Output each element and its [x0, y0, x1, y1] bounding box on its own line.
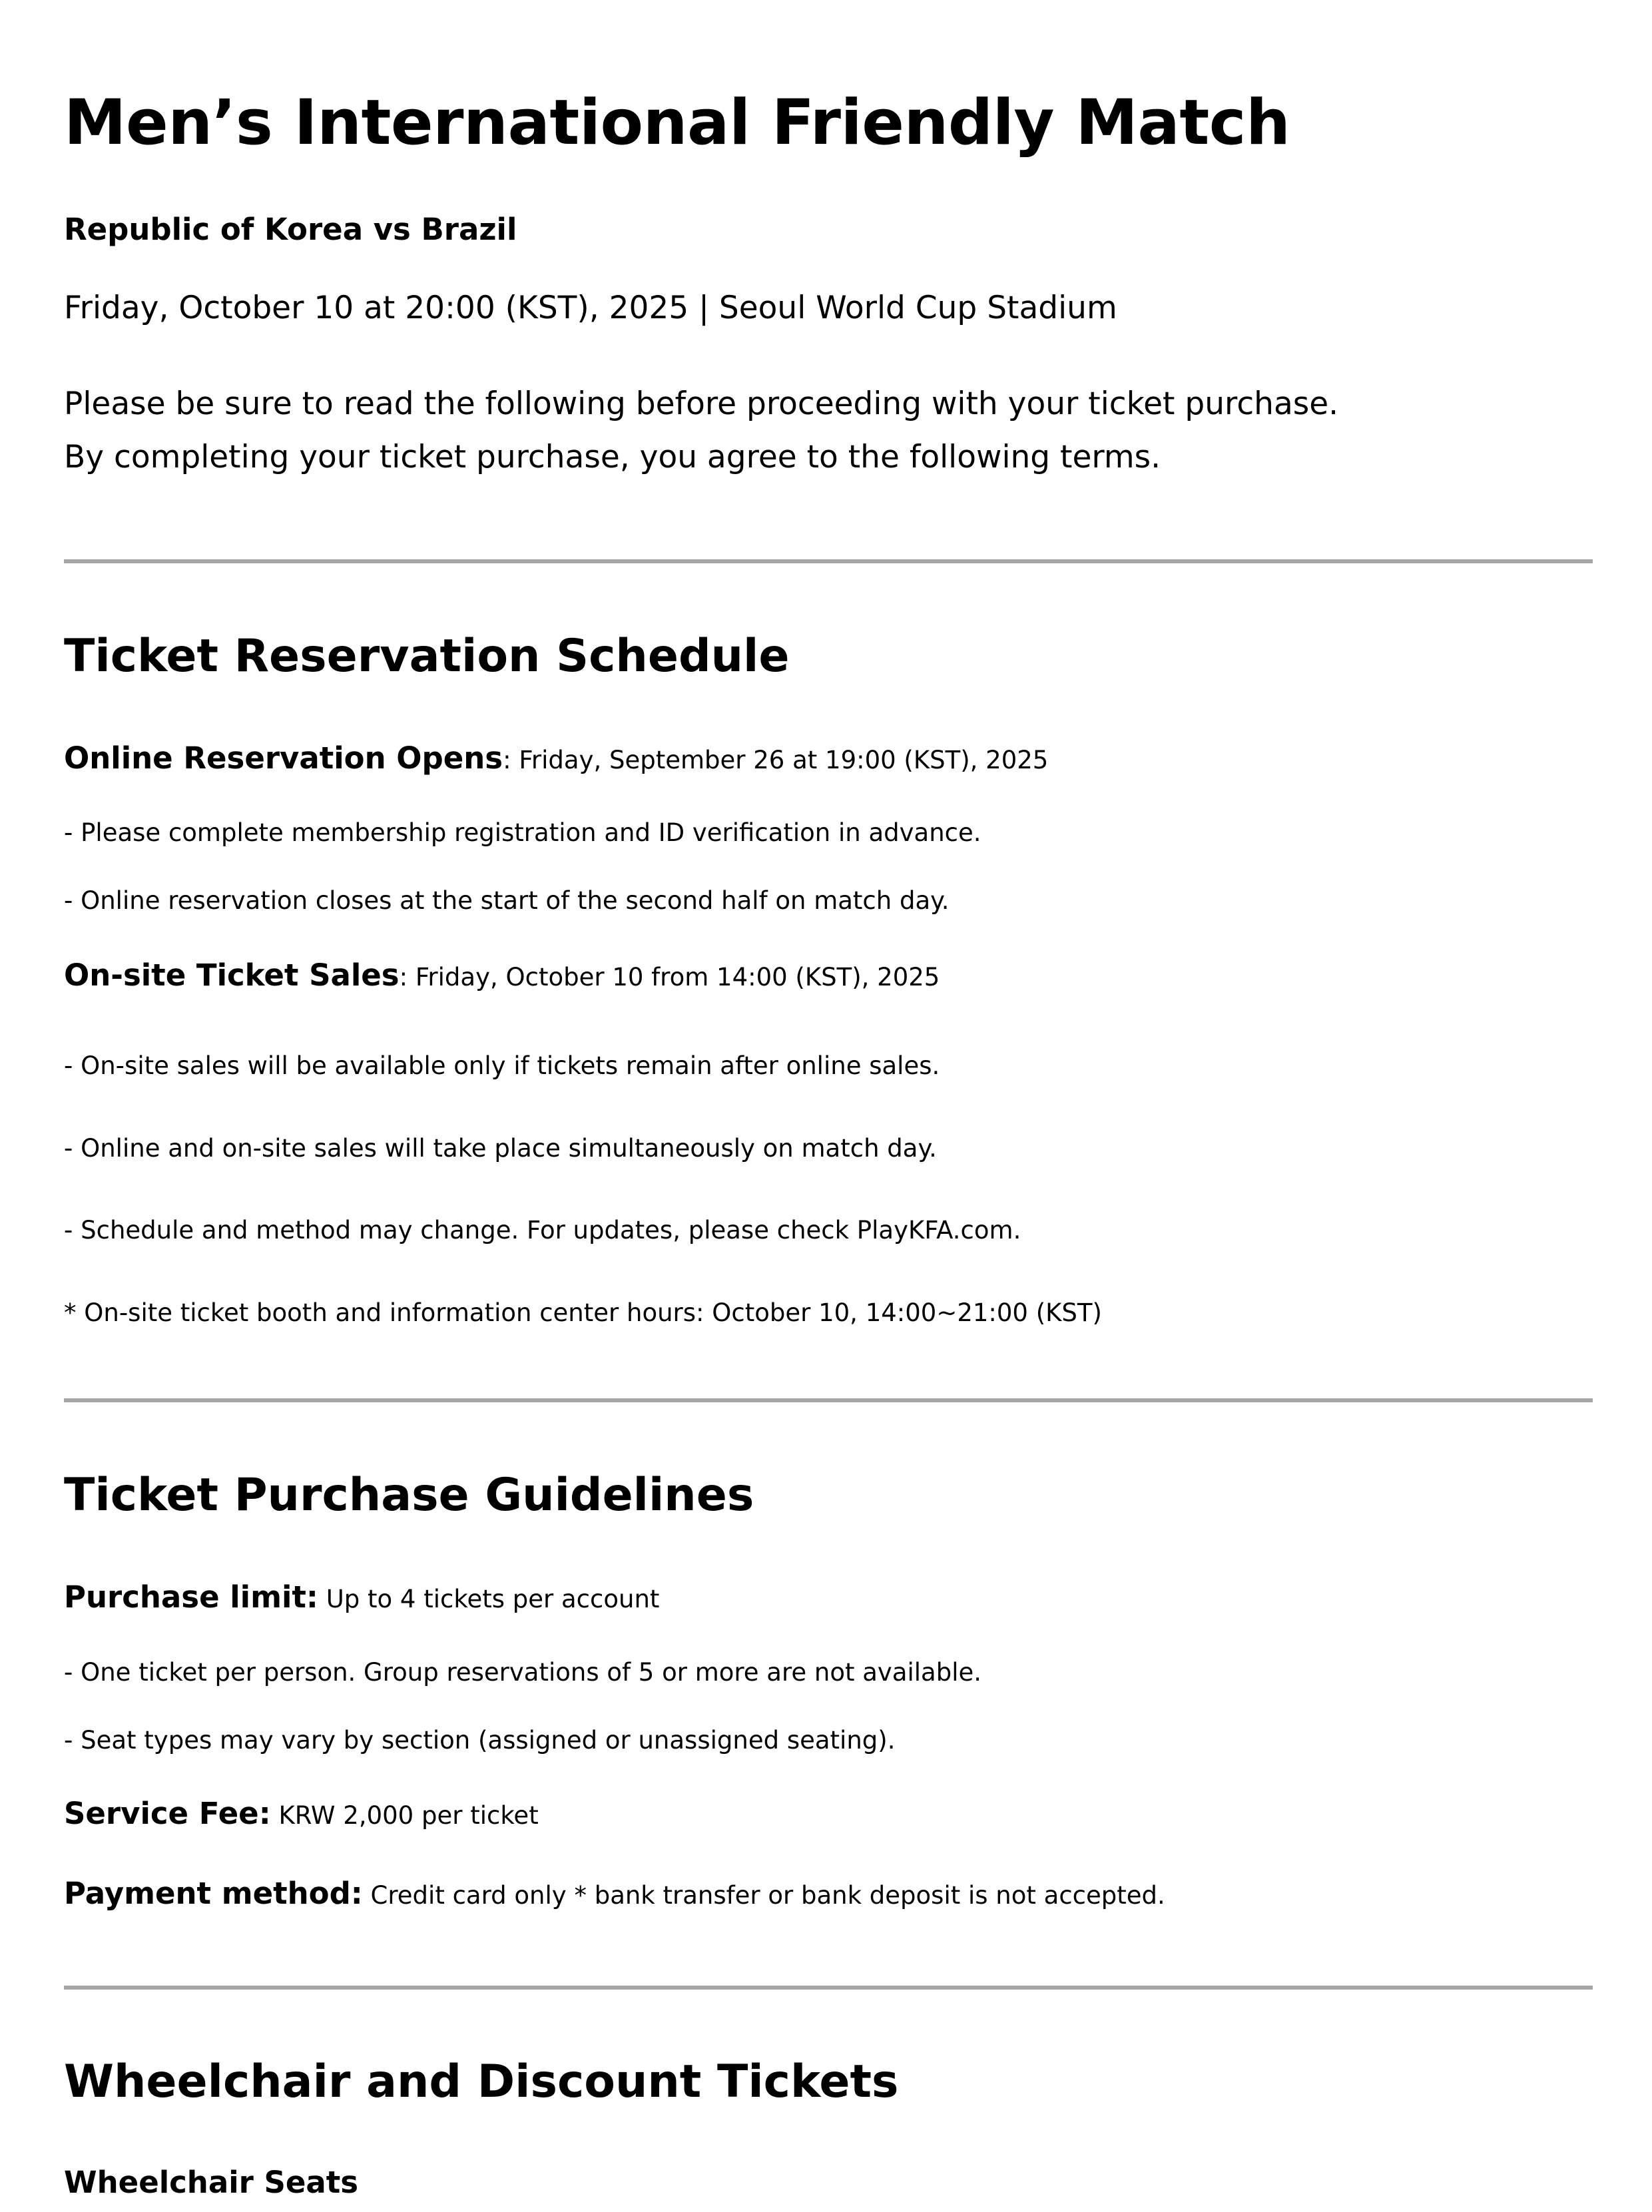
notice-line-1: Please be sure to read the following before proceeding with your ticket purchase. [64, 386, 1339, 422]
wheelchair-heading: Wheelchair and Discount Tickets [64, 2056, 899, 2108]
wheelchair-seats-subheading: Wheelchair Seats [64, 2165, 359, 2200]
purchase-limit-row [64, 1579, 659, 1615]
service-fee-row [64, 1796, 539, 1831]
onsite-sales-row [64, 958, 940, 993]
online-note-2: - Online reservation closes at the start of the second half on match day. [64, 886, 950, 915]
service-fee-value: KRW 2,000 per ticket [270, 1801, 539, 1830]
onsite-sales-value: : Friday, October 10 from 14:00 (KST), 2025 [399, 963, 940, 991]
onsite-sales-label: On-site Ticket Sales [64, 958, 400, 993]
onsite-note-1: - On-site sales will be available only if tickets remain after online sales. [64, 1051, 940, 1080]
service-fee-label: Service Fee: [64, 1796, 271, 1831]
guidelines-heading: Ticket Purchase Guidelines [64, 1469, 754, 1521]
date-venue-line: Friday, October 10 at 20:00 (KST), 2025 | Seoul World Cup Stadium [64, 290, 1117, 326]
online-reservation-value: : Friday, September 26 at 19:00 (KST), 2025 [503, 746, 1049, 774]
matchup-subtitle: Republic of Korea vs Brazil [64, 212, 517, 247]
section-divider-3 [64, 1986, 1593, 1990]
section-divider-2 [64, 1398, 1593, 1402]
online-reservation-label: Online Reservation Opens [64, 740, 503, 776]
section-divider-1 [64, 559, 1593, 563]
page-title: Men’s International Friendly Match [64, 87, 1290, 159]
notice-line-2: By completing your ticket purchase, you agree to the following terms. [64, 439, 1161, 475]
onsite-note-2: - Online and on-site sales will take place simultaneously on match day. [64, 1134, 937, 1163]
limit-note-1: - One ticket per person. Group reservations of 5 or more are not available. [64, 1658, 982, 1687]
schedule-heading: Ticket Reservation Schedule [64, 630, 790, 683]
purchase-limit-label: Purchase limit: [64, 1579, 318, 1615]
onsite-note-3: - Schedule and method may change. For updates, please check PlayKFA.com. [64, 1216, 1021, 1244]
payment-method-label: Payment method: [64, 1876, 363, 1911]
payment-method-row [64, 1876, 1165, 1911]
limit-note-2: - Seat types may vary by section (assigned or unassigned seating). [64, 1726, 896, 1755]
online-note-1: - Please complete membership registration and ID verification in advance. [64, 818, 981, 847]
payment-method-value: Credit card only * bank transfer or bank deposit is not accepted. [362, 1881, 1165, 1910]
online-reservation-row [64, 740, 1048, 776]
purchase-limit-value: Up to 4 tickets per account [318, 1585, 660, 1613]
booth-hours-note: * On-site ticket booth and information center hours: October 10, 14:00~21:00 (KST) [64, 1298, 1102, 1327]
